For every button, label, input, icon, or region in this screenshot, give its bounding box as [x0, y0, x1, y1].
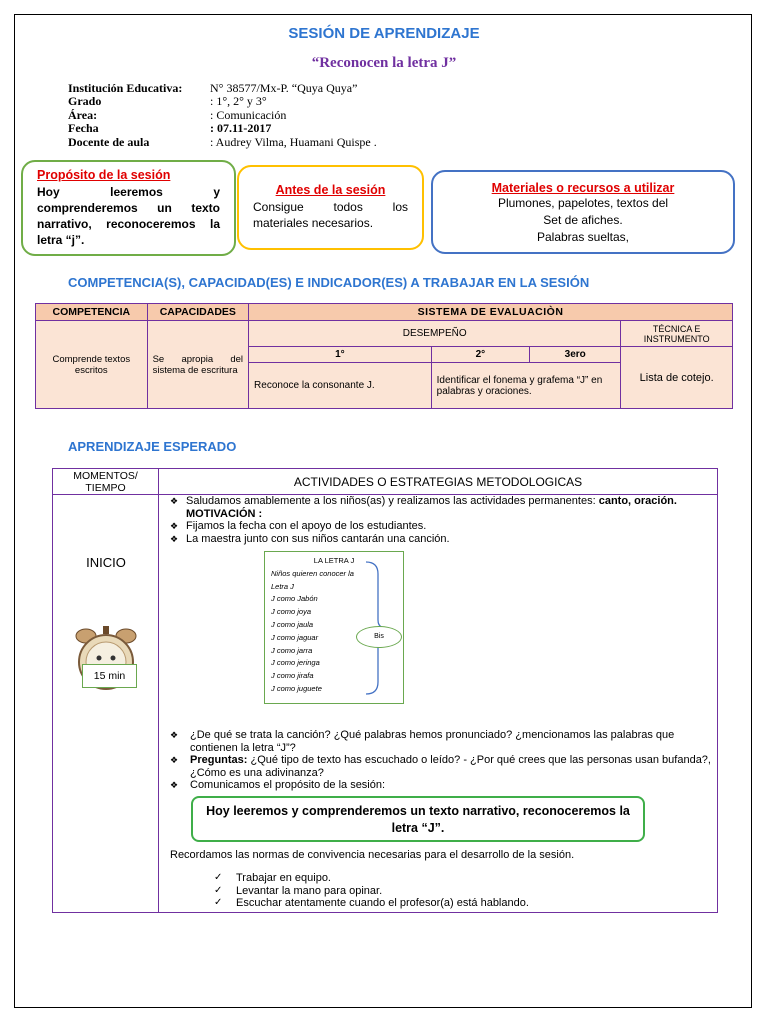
- preguntas-text: ¿Qué tipo de texto has escuchado o leído? - ¿Por qué crees que las personas usan bufanda?, ¿Cómo es una adivinanza?: [190, 754, 711, 779]
- list-item: [170, 508, 715, 521]
- song-line: Letra J: [271, 581, 294, 591]
- header-actividades: ACTIVIDADES O ESTRATEGIAS METODOLOGICAS: [159, 469, 718, 495]
- list-item-text: Fijamos la fecha con el apoyo de los estudiantes.: [186, 520, 427, 532]
- list-item: [214, 897, 714, 910]
- info-value: : Audrey Vilma, Huamani Quispe .: [210, 134, 377, 149]
- materials-heading: Materiales o recursos a utilizar: [491, 181, 675, 195]
- song-line: J como Jabón: [271, 594, 318, 604]
- bis-label: Bis: [356, 626, 402, 648]
- materials-line: Palabras sueltas,: [536, 230, 630, 244]
- list-item-text: [186, 495, 677, 508]
- header-momentos: MOMENTOS/ TIEMPO: [53, 469, 159, 495]
- header-competencia: COMPETENCIA: [36, 304, 148, 321]
- purpose-text: Hoy leeremos y comprenderemos un texto narrativo, reconoceremos la letra “j”.: [37, 185, 220, 247]
- list-item-text: ¿De qué se trata la canción? ¿Qué palabras hemos pronunciado? ¿mencionamos las palabras que contienen la letra “J”?: [190, 729, 675, 754]
- activities-bullets: [170, 495, 715, 545]
- list-item: [214, 872, 714, 885]
- list-item: [170, 729, 715, 754]
- materials-line: Plumones, papelotes, textos del: [497, 196, 669, 210]
- purpose-heading: Propósito de la sesión: [37, 168, 171, 182]
- info-row: [68, 82, 377, 95]
- song-line: J como jeringa: [271, 658, 320, 668]
- info-value: N° 38577/Mx-P. “Quya Quya”: [210, 81, 358, 95]
- song-line: J como joya: [271, 607, 312, 617]
- info-value: : 07.11-2017: [210, 121, 272, 136]
- song-title: LA LETRA J: [313, 556, 355, 565]
- bullet-icon: ❖: [170, 521, 179, 531]
- info-value: : Comunicación: [210, 107, 287, 122]
- grade-1: 1°: [249, 347, 432, 363]
- before-session-box: [237, 165, 424, 250]
- preguntas-label: Preguntas:: [190, 754, 251, 766]
- header-sistema: SISTEMA DE EVALUACIÒN: [249, 304, 733, 321]
- list-item-text: [186, 754, 715, 779]
- grade-3: 3ero: [530, 347, 621, 363]
- list-item-text: Escuchar atentamente cuando el profesor(a) está hablando.: [236, 897, 529, 909]
- session-info: [68, 82, 377, 149]
- grade-2: 2°: [431, 347, 529, 363]
- session-subtitle: “Reconocen la letra J”: [311, 55, 457, 71]
- tecnica-cell: Lista de cotejo.: [621, 347, 733, 409]
- competencia-heading: COMPETENCIA(S), CAPACIDAD(ES) E INDICADOR(ES) A TRABAJAR EN LA SESIÓN: [68, 275, 590, 290]
- questions: [170, 729, 715, 792]
- before-session-heading: Antes de la sesión: [275, 183, 386, 197]
- purpose-box: [21, 160, 236, 256]
- song-line: J como jaguar: [271, 632, 319, 642]
- song-line: J como jarra: [271, 645, 313, 655]
- normas-list: [214, 872, 714, 910]
- time-label: 15 min: [82, 664, 137, 688]
- info-row: [68, 95, 377, 108]
- check-icon: ✓: [214, 897, 223, 908]
- bullet-icon: ❖: [170, 780, 179, 790]
- list-item-text: Comunicamos el propósito de la sesión:: [190, 779, 386, 791]
- info-row: [68, 136, 377, 149]
- info-label: Fecha: [68, 121, 99, 136]
- list-item: [170, 495, 715, 508]
- song-line: J como jaula: [271, 619, 314, 629]
- session-purpose-box: Hoy leeremos y comprenderemos un texto narrativo, reconoceremos la letra “J”.: [191, 796, 645, 842]
- check-icon: ✓: [214, 872, 223, 883]
- list-item: [214, 885, 714, 898]
- materials-line: Set de afiches.: [543, 213, 623, 227]
- desempeno-1: Reconoce la consonante J.: [249, 363, 432, 409]
- desempeno-2: Identificar el fonema y grafema “J” en palabras y oraciones.: [431, 363, 621, 409]
- check-icon: ✓: [214, 884, 223, 896]
- info-label: Docente de aula: [68, 134, 150, 149]
- activity-bold: canto, oración.: [598, 495, 677, 507]
- bullet-icon: ❖: [170, 755, 179, 765]
- page-title: SESIÓN DE APRENDIZAJE: [288, 25, 480, 42]
- momento-label: INICIO: [86, 555, 126, 570]
- info-label: Grado: [68, 94, 102, 109]
- song-line: J como jirafa: [271, 671, 314, 681]
- list-item-text: La maestra junto con sus niños cantarán una canción.: [186, 532, 450, 545]
- header-capacidades: CAPACIDADES: [147, 304, 248, 321]
- list-item: [170, 520, 715, 533]
- song-line: Niños quieren conocer la: [271, 568, 354, 578]
- activity-text: Saludamos amablemente a los niños(as) y realizamos las actividades permanentes:: [186, 495, 599, 507]
- aprendizaje-heading: APRENDIZAJE ESPERADO: [68, 439, 237, 454]
- header-desempeno: DESEMPEÑO: [249, 321, 621, 347]
- bullet-icon: ❖: [170, 496, 179, 506]
- song-line: J como juguete: [271, 683, 322, 693]
- info-label: Institución Educativa:: [68, 81, 183, 95]
- evaluation-table: [35, 303, 733, 409]
- before-session-text: Consigue todos los materiales necesarios.: [253, 200, 408, 230]
- list-item: [170, 779, 715, 792]
- list-item: [170, 754, 715, 779]
- materials-box: [431, 170, 735, 254]
- bullet-icon: ❖: [170, 533, 179, 544]
- bullet-icon: ❖: [170, 730, 179, 740]
- list-item-text: Levantar la mano para opinar.: [236, 884, 383, 897]
- info-value: : 1°, 2° y 3°: [210, 94, 267, 109]
- competencia-cell: Comprende textos escritos: [36, 321, 148, 409]
- normas-intro: Recordamos las normas de convivencia necesarias para el desarrollo de la sesión.: [170, 849, 575, 861]
- motivacion-label: MOTIVACIÓN :: [186, 507, 263, 520]
- capacidad-cell: Se apropia del sistema de escritura: [147, 321, 248, 409]
- list-item: [170, 533, 715, 546]
- list-item-text: Trabajar en equipo.: [236, 872, 331, 884]
- header-tecnica: TÉCNICA E INSTRUMENTO: [621, 321, 733, 347]
- info-row: [68, 109, 377, 122]
- info-label: Área:: [68, 107, 98, 122]
- info-row: [68, 122, 377, 135]
